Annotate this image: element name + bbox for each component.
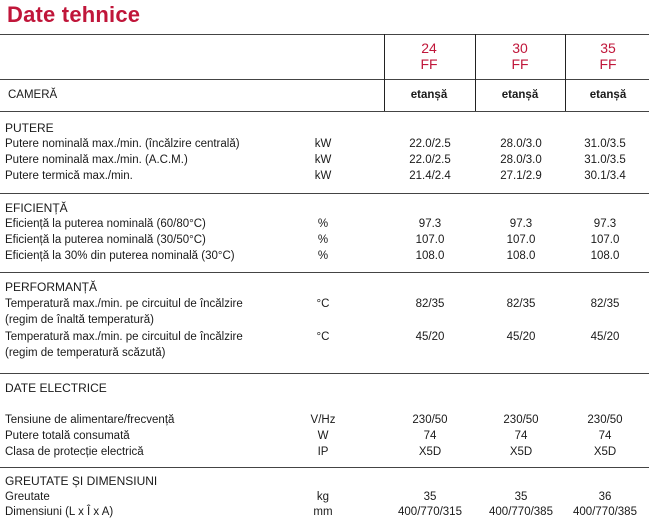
- cell-value: 35: [423, 491, 437, 503]
- section-title-performanta: PERFORMANȚĂ: [5, 280, 98, 294]
- model-power: 35: [600, 40, 616, 56]
- cell-value: 230/50: [412, 414, 448, 426]
- cell-value: 30.1/3.4: [584, 170, 626, 182]
- cell-value: 107.0: [506, 234, 536, 246]
- model-type: FF: [511, 56, 529, 72]
- cell-value: 74: [423, 430, 437, 442]
- cell-value: 45/20: [506, 331, 536, 343]
- cell-value: 107.0: [590, 234, 620, 246]
- row-label: Clasa de protecție electrică: [5, 446, 144, 458]
- model-power: 24: [421, 40, 437, 56]
- cell-value: 74: [598, 430, 612, 442]
- section-title-putere: PUTERE: [5, 121, 54, 135]
- row-unit: W: [317, 430, 329, 442]
- cell-value: 28.0/3.0: [500, 138, 542, 150]
- row-label: Eficiență la 30% din puterea nominală (30°C): [5, 250, 235, 262]
- row-label: Putere nominală max./min. (încălzire centrală): [5, 138, 240, 150]
- cell-value: 45/20: [590, 331, 620, 343]
- cell-value: 31.0/3.5: [584, 138, 626, 150]
- cell-value: 27.1/2.9: [500, 170, 542, 182]
- row-label-line2: (regim de temperatură scăzută): [5, 347, 166, 359]
- section-rule: [0, 193, 649, 194]
- row-label: Dimensiuni (L x Î x A): [5, 506, 114, 518]
- model-header-24: [384, 40, 474, 72]
- row-unit: kW: [314, 154, 332, 166]
- section-title-greutate: GREUTATE ȘI DIMENSIUNI: [5, 474, 158, 488]
- row-unit: %: [317, 218, 329, 230]
- section-rule: [0, 373, 649, 374]
- row-label: Putere nominală max./min. (A.C.M.): [5, 154, 188, 166]
- camera-rule: [0, 111, 649, 112]
- row-unit: °C: [316, 298, 330, 310]
- cell-value: 108.0: [506, 250, 536, 262]
- row-label: Temperatură max./min. pe circuitul de încălzire: [5, 298, 243, 310]
- cell-value: 230/50: [503, 414, 539, 426]
- row-label: Eficiență la puterea nominală (60/80°C): [5, 218, 206, 230]
- row-label: Eficiență la puterea nominală (30/50°C): [5, 234, 206, 246]
- camera-value: etanșă: [410, 89, 448, 101]
- row-unit: %: [317, 250, 329, 262]
- row-label: Temperatură max./min. pe circuitul de încălzire: [5, 331, 243, 343]
- cell-value: X5D: [593, 446, 617, 458]
- row-label: Greutate: [5, 491, 50, 503]
- section-rule: [0, 467, 649, 468]
- cell-value: 36: [598, 491, 612, 503]
- cell-value: 74: [514, 430, 528, 442]
- header-rule: [0, 79, 649, 80]
- cell-value: 22.0/2.5: [409, 138, 451, 150]
- section-title-date-electrice: DATE ELECTRICE: [5, 381, 107, 395]
- cell-value: 108.0: [415, 250, 445, 262]
- cell-value: 107.0: [415, 234, 445, 246]
- row-label: Putere totală consumată: [5, 430, 130, 442]
- cell-value: X5D: [509, 446, 533, 458]
- row-unit: °C: [316, 331, 330, 343]
- cell-value: 45/20: [415, 331, 445, 343]
- cell-value: 400/770/315: [398, 506, 462, 518]
- row-unit: %: [317, 234, 329, 246]
- cell-value: X5D: [418, 446, 442, 458]
- cell-value: 22.0/2.5: [409, 154, 451, 166]
- cell-value: 230/50: [587, 414, 623, 426]
- cell-value: 400/770/385: [573, 506, 637, 518]
- camera-value: etanșă: [501, 89, 539, 101]
- cell-value: 82/35: [415, 298, 445, 310]
- cell-value: 82/35: [590, 298, 620, 310]
- cell-value: 21.4/2.4: [409, 170, 451, 182]
- cell-value: 97.3: [509, 218, 533, 230]
- cell-value: 108.0: [590, 250, 620, 262]
- row-unit: V/Hz: [310, 414, 336, 426]
- cell-value: 400/770/385: [489, 506, 553, 518]
- model-power: 30: [512, 40, 528, 56]
- row-unit: mm: [313, 506, 333, 518]
- cell-value: 97.3: [593, 218, 617, 230]
- row-unit: kW: [314, 138, 332, 150]
- model-header-30: [475, 40, 565, 72]
- row-unit: IP: [317, 446, 329, 458]
- page-title: Date tehnice: [7, 2, 141, 27]
- row-unit: kg: [316, 491, 330, 503]
- camera-value: etanșă: [589, 89, 627, 101]
- model-type: FF: [599, 56, 617, 72]
- cell-value: 31.0/3.5: [584, 154, 626, 166]
- table-top-rule: [0, 34, 649, 35]
- cell-value: 82/35: [506, 298, 536, 310]
- section-title-eficienta: EFICIENȚĂ: [5, 201, 68, 215]
- row-label: Tensiune de alimentare/frecvență: [5, 414, 175, 426]
- row-unit: kW: [314, 170, 332, 182]
- model-header-35: [563, 40, 649, 72]
- cell-value: 97.3: [418, 218, 442, 230]
- row-label-line2: (regim de înaltă temperatură): [5, 314, 154, 326]
- row-label: Putere termică max./min.: [5, 170, 133, 182]
- cell-value: 28.0/3.0: [500, 154, 542, 166]
- camera-label: CAMERĂ: [8, 89, 58, 101]
- section-rule: [0, 272, 649, 273]
- model-type: FF: [420, 56, 438, 72]
- cell-value: 35: [514, 491, 528, 503]
